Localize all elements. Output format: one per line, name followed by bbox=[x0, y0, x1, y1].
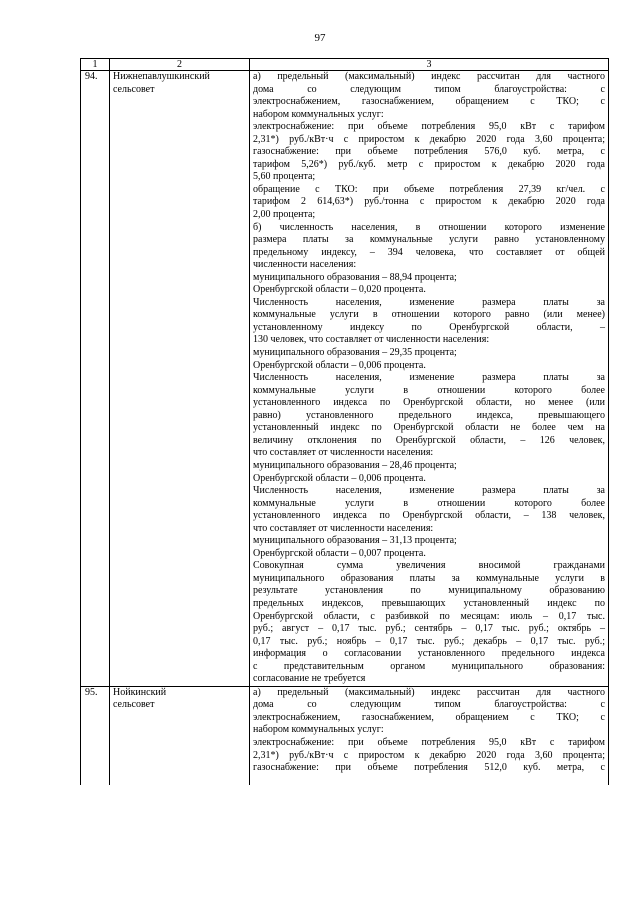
text-line: муниципального образования – 28,46 процента; bbox=[253, 459, 457, 471]
text-line: величину отклонения по Оренбургской области, – 126 человек, bbox=[253, 434, 605, 446]
text-line: тарифом 5,26*) руб./куб. метр с приростом к декабрю 2020 года bbox=[253, 158, 605, 170]
text-line: информация о согласовании установленного предельного индекса bbox=[253, 648, 605, 660]
row-number: 94. bbox=[81, 71, 110, 687]
page-number: 97 bbox=[314, 32, 326, 44]
text-line: а) предельный (максимальный) индекс рассчитан для частного bbox=[253, 686, 605, 698]
text-line: набором коммунальных услуг: bbox=[253, 724, 384, 736]
text-line: руб.; август – 0,17 тыс. руб.; сентябрь – 0,17 тыс. руб.; октябрь – bbox=[253, 623, 605, 635]
text-line: Оренбургской области – 0,006 процента. bbox=[253, 359, 426, 371]
text-line: что составляет от численности населения: bbox=[253, 522, 434, 534]
text-line: равно) установленного предельного индекса, превышающего bbox=[253, 409, 605, 421]
text-line: электроснабжением, газоснабжением, обращением с ТКО; с bbox=[253, 711, 605, 723]
header-row bbox=[81, 59, 609, 71]
text-line: установленного индекса по Оренбургской области, – 138 человек, bbox=[253, 510, 605, 522]
text-line: дома со следующим типом благоустройства: с bbox=[253, 83, 605, 95]
text-line: результате установления по муниципальному образованию bbox=[253, 585, 605, 597]
text-line: электроснабжение: при объеме потребления 95,0 кВт с тарифом bbox=[253, 121, 605, 133]
municipality-name bbox=[110, 71, 250, 687]
text-line: установленный индекс по Оренбургской области не более чем на bbox=[253, 422, 605, 434]
index-description bbox=[250, 686, 609, 785]
text-line: что составляет от численности населения: bbox=[253, 447, 434, 459]
table-row bbox=[81, 71, 609, 687]
text-line: Оренбургской области – 0,020 процента. bbox=[253, 284, 426, 296]
text-line: Численность населения, изменение размера платы за bbox=[253, 296, 605, 308]
text-line: с представительным органом муниципального образования: bbox=[253, 660, 605, 672]
text-line: Оренбургской области – 0,006 процента. bbox=[253, 472, 426, 484]
text-line: коммунальные услуги в отношении которого равно (или менее) bbox=[253, 309, 605, 321]
text-line: Численность населения, изменение размера платы за bbox=[253, 372, 605, 384]
header-col-1: 1 bbox=[81, 59, 110, 71]
text-line: 2,00 процента; bbox=[253, 209, 316, 221]
text-line: 2,31*) руб./кВт·ч с приростом к декабрю 2020 года 3,60 процента; bbox=[253, 133, 605, 145]
index-description bbox=[250, 71, 609, 687]
row-number: 95. bbox=[81, 686, 110, 785]
text-line: муниципального образования платы за коммунальные услуги в bbox=[253, 572, 605, 584]
municipality-name bbox=[110, 686, 250, 785]
text-line: Оренбургской области – 0,007 процента. bbox=[253, 547, 426, 559]
text-line: муниципального образования – 88,94 процента; bbox=[253, 271, 457, 283]
text-line: размера платы за коммунальные услуги равно установленному bbox=[253, 234, 605, 246]
text-line: электроснабжение: при объеме потребления 95,0 кВт с тарифом bbox=[253, 736, 605, 748]
text-line: обращение с ТКО: при объеме потребления 27,39 кг/чел. с bbox=[253, 183, 605, 195]
text-line: 130 человек, что составляет от численности населения: bbox=[253, 334, 490, 346]
text-line: предельных индексов, превышающих установленный индекс по bbox=[253, 597, 605, 609]
text-line: предельному индексу, – 394 человека, что составляет от общей bbox=[253, 246, 605, 258]
text-line: 2,31*) руб./кВт·ч с приростом к декабрю 2020 года 3,60 процента; bbox=[253, 749, 605, 761]
text-line: б) численность населения, в отношении которого изменение bbox=[253, 221, 605, 233]
index-table bbox=[80, 58, 609, 785]
text-line: установленного индекса по Оренбургской области, но менее (или bbox=[253, 397, 605, 409]
name-line: сельсовет bbox=[113, 83, 155, 95]
header-col-3: 3 bbox=[250, 59, 609, 71]
text-line: муниципального образования – 31,13 процента; bbox=[253, 535, 457, 547]
text-line: согласование не требуется bbox=[253, 673, 366, 685]
name-line: Нойкинский bbox=[113, 686, 167, 698]
text-line: Оренбургской области, с разбивкой по месяцам: июль – 0,17 тыс. bbox=[253, 610, 605, 622]
table-row bbox=[81, 686, 609, 785]
text-line: а) предельный (максимальный) индекс рассчитан для частного bbox=[253, 71, 605, 82]
text-line: Численность населения, изменение размера платы за bbox=[253, 485, 605, 497]
text-line: Совокупная сумма увеличения вносимой гражданами bbox=[253, 560, 605, 572]
text-line: набором коммунальных услуг: bbox=[253, 108, 384, 120]
text-line: численности населения: bbox=[253, 259, 357, 271]
text-line: установленному индексу по Оренбургской области, – bbox=[253, 321, 605, 333]
text-line: электроснабжением, газоснабжением, обращением с ТКО; с bbox=[253, 96, 605, 108]
text-line: газоснабжение: при объеме потребления 576,0 куб. метра, с bbox=[253, 146, 605, 158]
text-line: 0,17 тыс. руб.; ноябрь – 0,17 тыс. руб.; декабрь – 0,17 тыс. руб.; bbox=[253, 635, 605, 647]
text-line: тарифом 2 614,63*) руб./тонна с приростом к декабрю 2020 года bbox=[253, 196, 605, 208]
text-line: дома со следующим типом благоустройства: с bbox=[253, 699, 605, 711]
text-line: 5,60 процента; bbox=[253, 171, 316, 183]
text-line: коммунальные услуги в отношении которого более bbox=[253, 497, 605, 509]
text-block bbox=[253, 687, 605, 785]
name-line: сельсовет bbox=[113, 699, 155, 711]
text-line: муниципального образования – 29,35 процента; bbox=[253, 347, 457, 359]
name-line: Нижнепавлушкинский bbox=[113, 71, 210, 82]
text-line: газоснабжение: при объеме потребления 512,0 куб. метра, с bbox=[253, 762, 605, 774]
text-line: коммунальные услуги в отношении которого более bbox=[253, 384, 605, 396]
header-col-2: 2 bbox=[110, 59, 250, 71]
